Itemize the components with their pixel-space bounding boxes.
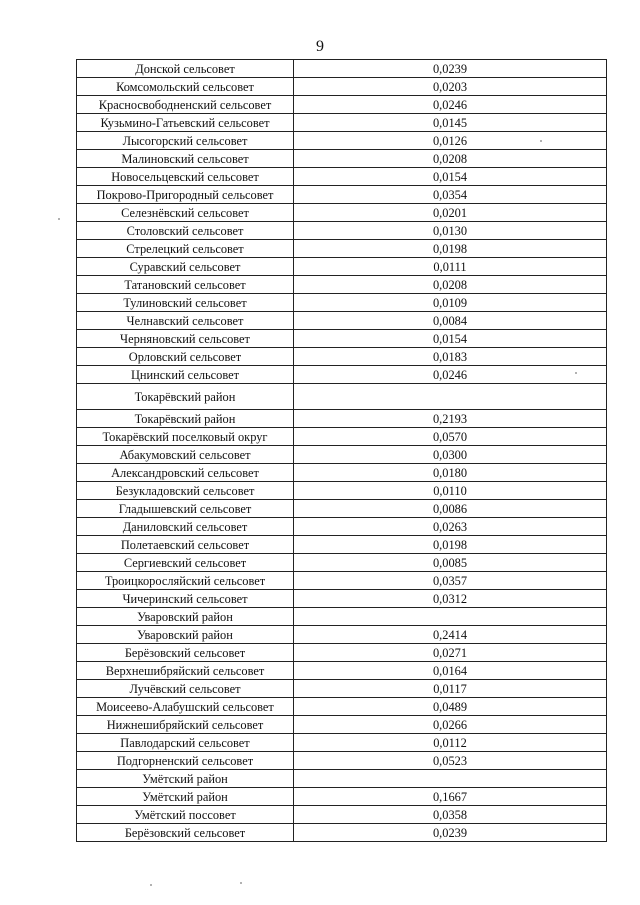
table-row (77, 698, 607, 716)
municipality-name-cell: Умётский поссовет (77, 806, 294, 824)
coefficient-value-cell: 0,0117 (294, 680, 607, 698)
table-row (77, 78, 607, 96)
coefficient-value-cell: 0,0358 (294, 806, 607, 824)
municipality-name-cell: Нижнешибряйский сельсовет (77, 716, 294, 734)
municipality-name-cell: Троицкоросляйский сельсовет (77, 572, 294, 590)
table-row (77, 330, 607, 348)
municipality-name-cell: Абакумовский сельсовет (77, 446, 294, 464)
table-row (77, 788, 607, 806)
municipality-name-cell: Павлодарский сельсовет (77, 734, 294, 752)
municipality-name-cell: Татановский сельсовет (77, 276, 294, 294)
table-row (77, 276, 607, 294)
municipality-name-cell: Токарёвский район (77, 384, 294, 410)
municipality-name-cell: Селезнёвский сельсовет (77, 204, 294, 222)
table-row (77, 554, 607, 572)
coefficient-value-cell: 0,0523 (294, 752, 607, 770)
table-row (77, 806, 607, 824)
municipality-name-cell: Гладышевский сельсовет (77, 500, 294, 518)
coefficient-value-cell: 0,0266 (294, 716, 607, 734)
scan-speck (575, 372, 577, 374)
table-row (77, 482, 607, 500)
table-row (77, 60, 607, 78)
municipality-name-cell: Безукладовский сельсовет (77, 482, 294, 500)
coefficient-value-cell: 0,0145 (294, 114, 607, 132)
municipality-name-cell: Стрелецкий сельсовет (77, 240, 294, 258)
table-row (77, 752, 607, 770)
coefficient-value-cell: 0,2193 (294, 410, 607, 428)
table-row (77, 222, 607, 240)
table-row (77, 410, 607, 428)
table-row (77, 716, 607, 734)
municipality-name-cell: Александровский сельсовет (77, 464, 294, 482)
municipality-name-cell: Челнавский сельсовет (77, 312, 294, 330)
coefficient-value-cell: 0,0084 (294, 312, 607, 330)
coefficient-value-cell: 0,0570 (294, 428, 607, 446)
municipality-name-cell: Умётский район (77, 788, 294, 806)
coefficient-value-cell: 0,0109 (294, 294, 607, 312)
table-row (77, 590, 607, 608)
table-row (77, 132, 607, 150)
scan-speck (240, 882, 242, 884)
table-row (77, 294, 607, 312)
municipality-name-cell: Берёзовский сельсовет (77, 644, 294, 662)
municipality-name-cell: Уваровский район (77, 608, 294, 626)
coefficient-value-cell: 0,0198 (294, 240, 607, 258)
table-row (77, 312, 607, 330)
coefficient-value-cell: 0,0110 (294, 482, 607, 500)
table-row (77, 464, 607, 482)
table-row (77, 734, 607, 752)
table-row (77, 572, 607, 590)
coefficient-value-cell: 0,0126 (294, 132, 607, 150)
table-row (77, 150, 607, 168)
coefficient-value-cell: 0,0300 (294, 446, 607, 464)
coefficient-value-cell: 0,0246 (294, 96, 607, 114)
coefficient-value-cell: 0,2414 (294, 626, 607, 644)
coefficient-value-cell: 0,0198 (294, 536, 607, 554)
table-row (77, 240, 607, 258)
coefficient-value-cell: 0,0180 (294, 464, 607, 482)
municipality-name-cell: Моисеево-Алабушский сельсовет (77, 698, 294, 716)
coefficient-value-cell (294, 770, 607, 788)
scan-speck (150, 884, 152, 886)
table-row (77, 680, 607, 698)
coefficient-value-cell: 0,0112 (294, 734, 607, 752)
coefficient-value-cell: 0,0271 (294, 644, 607, 662)
coefficient-value-cell (294, 608, 607, 626)
municipality-name-cell: Лучёвский сельсовет (77, 680, 294, 698)
municipality-name-cell: Донской сельсовет (77, 60, 294, 78)
municipality-name-cell: Орловский сельсовет (77, 348, 294, 366)
municipality-name-cell: Тулиновский сельсовет (77, 294, 294, 312)
table-row (77, 114, 607, 132)
table-section-header-row (77, 384, 607, 410)
table-row (77, 824, 607, 842)
table-row (77, 536, 607, 554)
coefficient-value-cell (294, 384, 607, 410)
coefficient-value-cell: 0,0085 (294, 554, 607, 572)
municipality-name-cell: Верхнешибряйский сельсовет (77, 662, 294, 680)
page-number: 9 (316, 38, 324, 55)
municipality-name-cell: Уваровский район (77, 626, 294, 644)
municipality-name-cell: Комсомольский сельсовет (77, 78, 294, 96)
coefficient-value-cell: 0,0154 (294, 168, 607, 186)
coefficient-value-cell: 0,0239 (294, 824, 607, 842)
table-row (77, 186, 607, 204)
table-row (77, 770, 607, 788)
coefficient-value-cell: 0,0354 (294, 186, 607, 204)
coefficient-value-cell: 0,0183 (294, 348, 607, 366)
coefficient-value-cell: 0,0312 (294, 590, 607, 608)
coefficient-table (76, 59, 607, 842)
coefficient-value-cell: 0,0203 (294, 78, 607, 96)
municipality-name-cell: Новосельцевский сельсовет (77, 168, 294, 186)
scan-speck (540, 140, 542, 142)
municipality-name-cell: Покрово-Пригородный сельсовет (77, 186, 294, 204)
table-body (77, 60, 607, 842)
table-row (77, 644, 607, 662)
table-row (77, 446, 607, 464)
table-row (77, 366, 607, 384)
coefficient-value-cell: 0,0086 (294, 500, 607, 518)
table-row (77, 168, 607, 186)
table-row (77, 204, 607, 222)
coefficient-value-cell: 0,0208 (294, 276, 607, 294)
municipality-name-cell: Лысогорский сельсовет (77, 132, 294, 150)
municipality-name-cell: Подгорненский сельсовет (77, 752, 294, 770)
coefficient-value-cell: 0,0201 (294, 204, 607, 222)
table-row (77, 258, 607, 276)
coefficient-value-cell: 0,0246 (294, 366, 607, 384)
municipality-name-cell: Черняновский сельсовет (77, 330, 294, 348)
table-row (77, 96, 607, 114)
municipality-name-cell: Малиновский сельсовет (77, 150, 294, 168)
municipality-name-cell: Полетаевский сельсовет (77, 536, 294, 554)
municipality-name-cell: Сергиевский сельсовет (77, 554, 294, 572)
table-row (77, 608, 607, 626)
municipality-name-cell: Токарёвский поселковый округ (77, 428, 294, 446)
table-row (77, 500, 607, 518)
table-row (77, 348, 607, 366)
coefficient-value-cell: 0,0357 (294, 572, 607, 590)
municipality-name-cell: Умётский район (77, 770, 294, 788)
scan-speck (58, 218, 60, 220)
coefficient-value-cell: 0,0208 (294, 150, 607, 168)
municipality-name-cell: Суравский сельсовет (77, 258, 294, 276)
table-row (77, 662, 607, 680)
coefficient-value-cell: 0,0154 (294, 330, 607, 348)
table-row (77, 518, 607, 536)
coefficient-value-cell: 0,0111 (294, 258, 607, 276)
coefficient-value-cell: 0,0130 (294, 222, 607, 240)
municipality-name-cell: Столовский сельсовет (77, 222, 294, 240)
municipality-name-cell: Токарёвский район (77, 410, 294, 428)
municipality-name-cell: Красносвободненский сельсовет (77, 96, 294, 114)
coefficient-value-cell: 0,0239 (294, 60, 607, 78)
coefficient-value-cell: 0,0263 (294, 518, 607, 536)
municipality-name-cell: Чичеринский сельсовет (77, 590, 294, 608)
coefficient-value-cell: 0,0489 (294, 698, 607, 716)
coefficient-value-cell: 0,0164 (294, 662, 607, 680)
municipality-name-cell: Даниловский сельсовет (77, 518, 294, 536)
municipality-name-cell: Берёзовский сельсовет (77, 824, 294, 842)
table-row (77, 626, 607, 644)
coefficient-value-cell: 0,1667 (294, 788, 607, 806)
municipality-name-cell: Кузьмино-Гатьевский сельсовет (77, 114, 294, 132)
table-row (77, 428, 607, 446)
municipality-name-cell: Цнинский сельсовет (77, 366, 294, 384)
